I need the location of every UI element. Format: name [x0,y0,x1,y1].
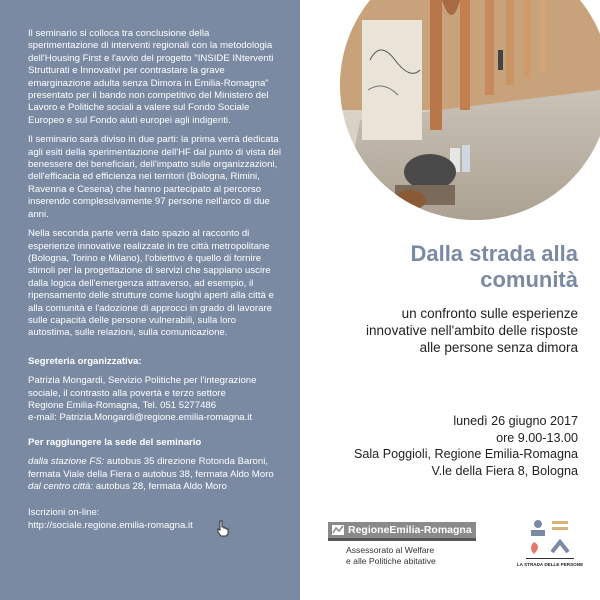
event-subtitle [308,305,578,356]
registration-label: Iscrizioni on-line: [28,507,100,519]
regione-logo-name: RegioneEmilia-Romagna [348,524,472,536]
sede-directions [28,456,282,493]
event-venue: Sala Poggioli, Regione Emilia-Romagna [353,447,578,461]
registration [28,507,282,532]
registration-link[interactable]: http://sociale.regione.emilia-romagna.it [28,519,193,531]
segreteria-contact [28,375,282,425]
regione-logo [328,522,478,567]
regione-logo-subtitle [328,545,478,567]
strada-persone-logo-text: LA STRADA DELLE PERSONE [516,562,584,567]
cover-panel [300,0,600,600]
regione-logo-bar [328,522,476,541]
regione-logo-sub-2: e alle Politiche abitative [346,556,436,566]
title-line-1: Dalla strada alla [410,241,578,266]
event-address: V.le della Fiera 8, Bologna [431,463,578,478]
second-part-paragraph: Nella seconda parte verrà dato spazio al racconto di esperienze innovative realizzate in tre città metropolitane (Bologna, Torino e Milano), l'obiettivo è quello di fornire stimoli per la progettazione di servizi che sappiano uscire dalla logica dell'emergenza attraverso, ad esempio, il ripensamento delle strutture come luoghi aperti alla città e alla comunità e l'adozione di approcci in grado di lavorare sulle capacità delle persone vulnerabili, sulla loro autostima, sulle relazioni, sulla comunicazione. [28,228,274,339]
structure-paragraph: Il seminario sarà diviso in due parti: la prima verrà dedicata agli esiti della sperimentazione dell'HF dal punto di vista del benessere dei beneficiari, dell'impatto sulle organizzazioni, dell'efficacia ed efficienza nei territori (Bologna, Rimini, Ravenna e Cesena) che hanno partecipato al percorso inserendo complessivamente 97 persone nell'arco di due anni. [28,134,282,220]
segreteria-email[interactable]: e-mail: Patrizia.Mongardi@regione.emilia-romagna.it [28,412,253,424]
sede-centro-label: dal centro città: [28,481,94,492]
intro-paragraph: Il seminario si colloca tra conclusione della sperimentazione di interventi regionali con la metodologia dell'Housing First e l'avvio del progetto "INSIDE INterventi Strutturati e Innovativi per contrastare la grave emarginazione adulta senza Dimora in Emilia-Romagna" presentato per il bando non competitivo del Ministero del Lavoro e Politiche sociali a valere sul Fondo Sociale Europeo e sul Fondo aiuti europei agli indigenti. [28,28,274,126]
subtitle-line-1: un confronto sulle esperienze [401,306,578,321]
regione-logo-sub-1: Assessorato al Welfare [346,545,435,555]
sede-fs [28,456,282,481]
title-line-2: comunità [480,267,578,292]
sede-centro-text: autobus 28, fermata Aldo Moro [93,481,227,492]
sede-fs-label: dalla stazione FS: [28,456,105,468]
event-time: ore 9.00-13.00 [496,430,578,445]
sede-centro [28,481,282,493]
segreteria-phone: Regione Emilia-Romagna, Tel. 051 5277486 [28,399,217,411]
event-details [354,413,578,479]
subtitle-line-3: alle persone senza dimora [419,340,578,355]
event-date: lunedì 26 giugno 2017 [453,414,578,428]
strada-persone-logo [516,518,584,574]
sede-fs-text: autobus 35 direzione Rotonda Baroni, fermata Viale della Fiera o autobus 38, fermata Aldo Moro [28,456,274,480]
subtitle-line-2: innovative nell'ambito delle risposte [366,323,578,338]
hand-pointer-icon [214,519,232,537]
sede-heading: Per raggiungere la sede del seminario [28,436,202,448]
segreteria-heading: Segreteria organizzativa: [28,355,142,367]
segreteria-name: Patrizia Mongardi, Servizio Politiche per l'integrazione sociale, il contrasto alla povertà e terzo settore [28,375,257,399]
event-title [410,241,578,293]
arcade-photo [300,0,600,230]
regione-emblem-icon [332,525,344,535]
